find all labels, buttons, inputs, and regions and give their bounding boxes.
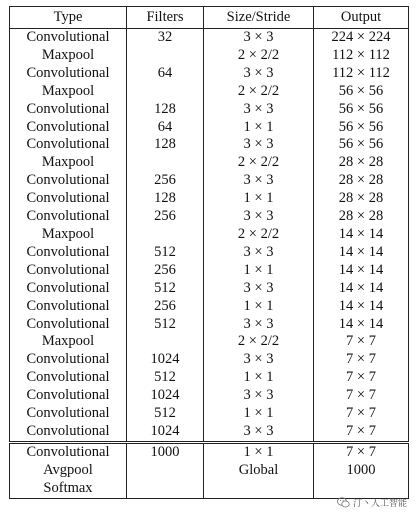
header-type: Type <box>10 7 127 29</box>
cell-size-stride: 3 × 3 <box>204 244 314 262</box>
table-row <box>10 244 409 262</box>
cell-size-stride: 1 × 1 <box>204 442 314 461</box>
cell-type: Convolutional <box>26 315 110 332</box>
table-row <box>10 208 409 226</box>
cell-output: 112 × 112 <box>314 47 409 65</box>
table-row <box>10 369 409 387</box>
cell-type: Maxpool <box>41 154 95 171</box>
table-row <box>10 101 409 119</box>
cell-filters: 1024 <box>127 351 204 369</box>
cell-size-stride: 1 × 1 <box>204 369 314 387</box>
cell-size-stride: 1 × 1 <box>204 405 314 423</box>
cell-output: 14 × 14 <box>314 298 409 316</box>
cell-type: Convolutional <box>26 172 110 189</box>
cell-filters <box>127 333 204 351</box>
watermark-text: 汀丶人工智能 <box>352 499 407 509</box>
cell-output: 7 × 7 <box>314 351 409 369</box>
cell-size-stride: 2 × 2/2 <box>204 154 314 172</box>
cell-output: 14 × 14 <box>314 226 409 244</box>
cell-type: Maxpool <box>41 82 95 99</box>
cell-output: 7 × 7 <box>314 442 409 461</box>
cell-type: Convolutional <box>26 136 110 153</box>
table-row <box>10 280 409 298</box>
cell-filters: 128 <box>127 101 204 119</box>
cell-size-stride: 3 × 3 <box>204 316 314 334</box>
cell-size-stride: 1 × 1 <box>204 190 314 208</box>
table-body <box>10 29 409 499</box>
cell-type: Convolutional <box>26 29 110 45</box>
wechat-icon <box>337 497 350 508</box>
cell-size-stride: 2 × 2/2 <box>204 226 314 244</box>
cell-output: 7 × 7 <box>314 387 409 405</box>
cell-output: 14 × 14 <box>314 262 409 280</box>
cell-size-stride: Global <box>204 462 314 480</box>
cell-filters: 512 <box>127 316 204 334</box>
table-row <box>10 136 409 154</box>
architecture-table <box>9 6 409 499</box>
cell-size-stride: 1 × 1 <box>204 262 314 280</box>
header-row <box>10 7 409 29</box>
cell-output: 56 × 56 <box>314 101 409 119</box>
cell-output: 56 × 56 <box>314 119 409 137</box>
header-size-stride: Size/Stride <box>204 7 314 29</box>
cell-filters: 512 <box>127 280 204 298</box>
cell-size-stride: 2 × 2/2 <box>204 333 314 351</box>
cell-filters: 1024 <box>127 387 204 405</box>
table-row <box>10 262 409 280</box>
footer-row <box>10 442 409 461</box>
cell-output: 7 × 7 <box>314 333 409 351</box>
table-row <box>10 172 409 190</box>
cell-filters: 1000 <box>127 442 204 461</box>
cell-output: 56 × 56 <box>314 136 409 154</box>
cell-filters <box>127 480 204 498</box>
cell-type: Convolutional <box>26 279 110 296</box>
cell-size-stride: 3 × 3 <box>204 29 314 47</box>
cell-output: 224 × 224 <box>314 29 409 47</box>
cell-output: 56 × 56 <box>314 83 409 101</box>
table-row <box>10 423 409 442</box>
cell-filters: 256 <box>127 208 204 226</box>
cell-type: Convolutional <box>26 118 110 135</box>
cell-output: 14 × 14 <box>314 280 409 298</box>
cell-filters: 512 <box>127 405 204 423</box>
cell-filters <box>127 154 204 172</box>
table-row <box>10 405 409 423</box>
cell-size-stride: 3 × 3 <box>204 172 314 190</box>
cell-output: 14 × 14 <box>314 316 409 334</box>
header-output: Output <box>314 7 409 29</box>
table-row <box>10 333 409 351</box>
cell-size-stride: 3 × 3 <box>204 351 314 369</box>
cell-size-stride: 2 × 2/2 <box>204 83 314 101</box>
cell-output: 28 × 28 <box>314 190 409 208</box>
cell-filters: 512 <box>127 369 204 387</box>
table-row <box>10 316 409 334</box>
cell-output: 7 × 7 <box>314 423 409 442</box>
watermark <box>337 496 407 509</box>
cell-type: Convolutional <box>26 190 110 207</box>
cell-size-stride: 3 × 3 <box>204 280 314 298</box>
cell-type: Maxpool <box>41 333 95 350</box>
cell-filters <box>127 462 204 480</box>
cell-type: Softmax <box>43 479 93 496</box>
cell-filters: 128 <box>127 190 204 208</box>
table-row <box>10 47 409 65</box>
cell-type: Convolutional <box>26 243 110 260</box>
cell-type: Convolutional <box>26 261 110 278</box>
cell-output: 1000 <box>314 462 409 480</box>
table-row <box>10 298 409 316</box>
cell-type: Convolutional <box>26 100 110 117</box>
cell-type: Avgpool <box>43 461 93 478</box>
cell-filters <box>127 83 204 101</box>
cell-size-stride: 1 × 1 <box>204 298 314 316</box>
cell-type: Convolutional <box>26 208 110 225</box>
cell-size-stride <box>204 480 314 498</box>
cell-type: Convolutional <box>10 442 127 461</box>
architecture-table-container <box>9 6 408 499</box>
cell-type: Convolutional <box>26 369 110 386</box>
cell-output: 7 × 7 <box>314 405 409 423</box>
cell-filters: 32 <box>127 29 204 47</box>
cell-size-stride: 3 × 3 <box>204 136 314 154</box>
table-row <box>10 29 409 47</box>
cell-filters: 256 <box>127 262 204 280</box>
table-row <box>10 190 409 208</box>
cell-filters: 64 <box>127 65 204 83</box>
header-filters: Filters <box>127 7 204 29</box>
cell-size-stride: 3 × 3 <box>204 423 314 442</box>
cell-type: Convolutional <box>26 405 110 422</box>
cell-type: Maxpool <box>41 46 95 63</box>
cell-filters: 256 <box>127 172 204 190</box>
table-row <box>10 387 409 405</box>
cell-output: 28 × 28 <box>314 208 409 226</box>
table-row <box>10 154 409 172</box>
cell-output: 7 × 7 <box>314 369 409 387</box>
cell-size-stride: 3 × 3 <box>204 101 314 119</box>
cell-filters <box>127 226 204 244</box>
cell-output: 28 × 28 <box>314 154 409 172</box>
footer-row <box>10 462 409 480</box>
cell-filters: 512 <box>127 244 204 262</box>
table-row <box>10 226 409 244</box>
cell-type: Convolutional <box>26 351 110 368</box>
cell-output: 28 × 28 <box>314 172 409 190</box>
table-row <box>10 119 409 137</box>
cell-size-stride: 3 × 3 <box>204 65 314 83</box>
cell-size-stride: 1 × 1 <box>204 119 314 137</box>
cell-output: 14 × 14 <box>314 244 409 262</box>
cell-type: Convolutional <box>26 64 110 81</box>
cell-output: 112 × 112 <box>314 65 409 83</box>
cell-size-stride: 3 × 3 <box>204 208 314 226</box>
cell-filters: 128 <box>127 136 204 154</box>
cell-size-stride: 3 × 3 <box>204 387 314 405</box>
cell-type: Convolutional <box>26 387 110 404</box>
table-row <box>10 65 409 83</box>
cell-filters: 1024 <box>127 423 204 442</box>
cell-filters: 64 <box>127 119 204 137</box>
table-row <box>10 83 409 101</box>
cell-size-stride: 2 × 2/2 <box>204 47 314 65</box>
cell-type: Convolutional <box>26 422 110 439</box>
table-row <box>10 351 409 369</box>
cell-type: Maxpool <box>41 225 95 242</box>
cell-filters <box>127 47 204 65</box>
cell-filters: 256 <box>127 298 204 316</box>
cell-type: Convolutional <box>26 297 110 314</box>
table-header <box>10 7 409 29</box>
